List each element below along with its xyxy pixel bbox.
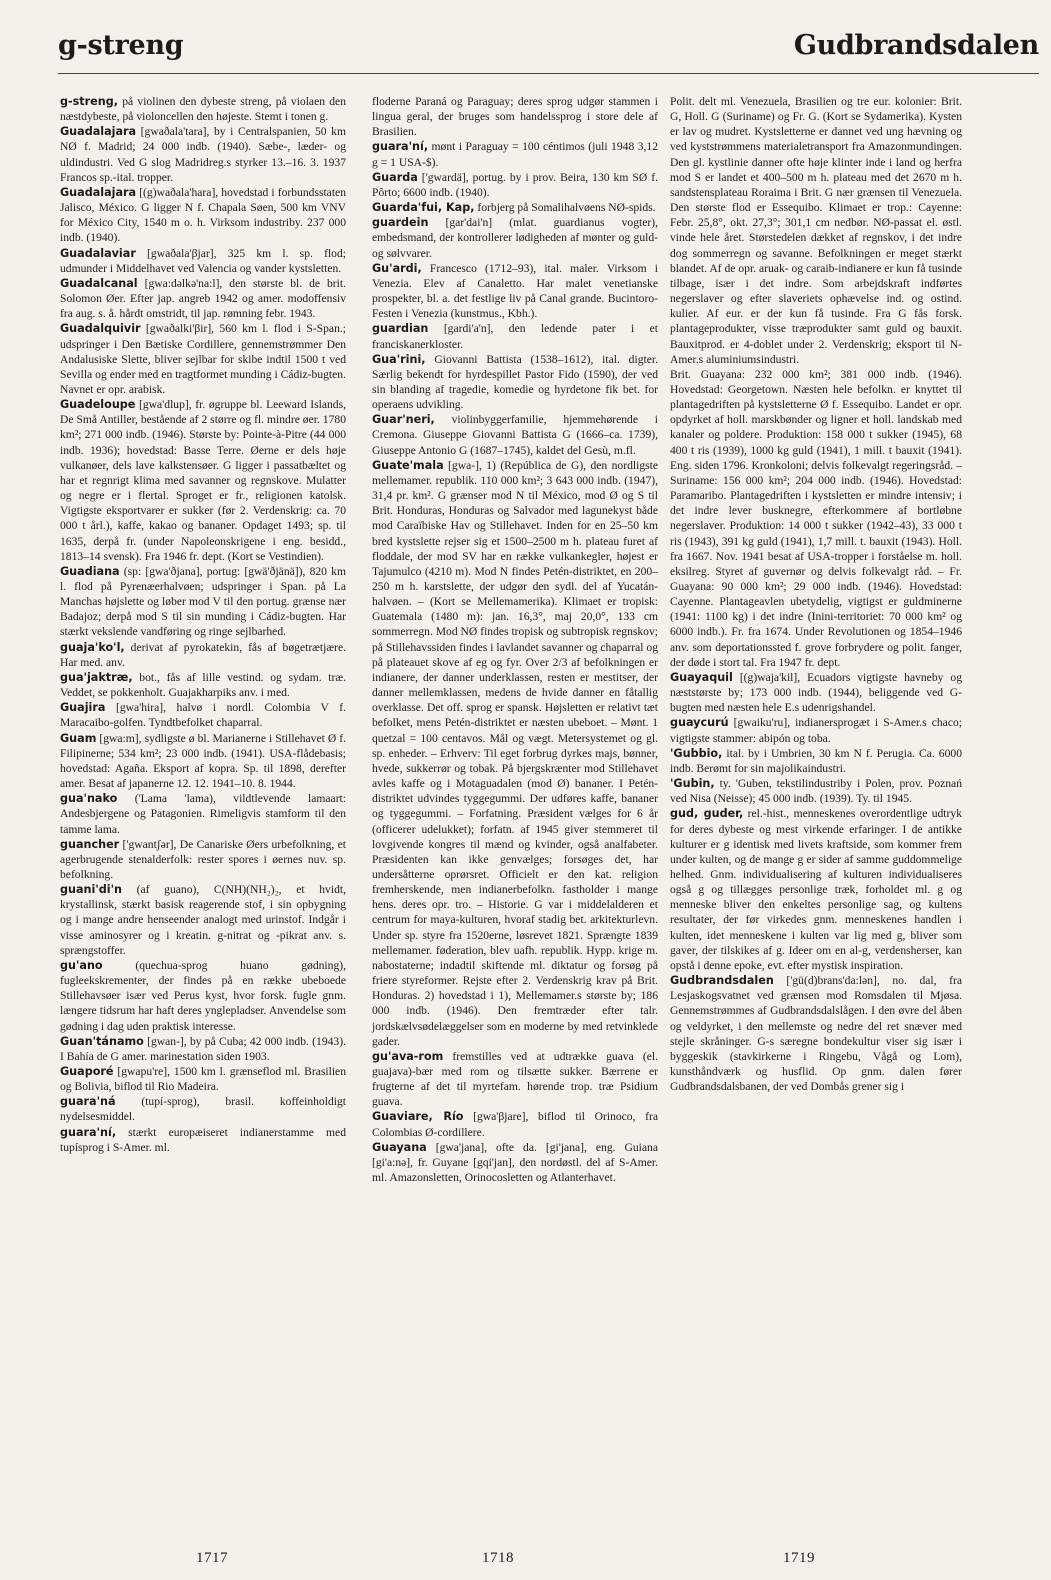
dictionary-entry (372, 458, 658, 1049)
dictionary-entry (372, 200, 658, 215)
dictionary-entry (60, 882, 346, 958)
dictionary-entry (60, 700, 346, 730)
dictionary-entry (60, 321, 346, 397)
dictionary-entry (60, 1034, 346, 1064)
dictionary-entry (372, 170, 658, 200)
entry-definition: (sp: [gwa'ðjana], portug: [gwä'ðjänä]), 820 km l. flod på Pyrenæerhalvøen; udspringer i Span. på La Manchas højslette og løber mod V til den portug. grænse nær Badajoz; derpå mod S til sin munding i Cádiz-bugten. Har stærkt vekslende vandføring og ringe sejlbarhed. (60, 564, 346, 639)
entry-definition: [gwaðalki'βir], 560 km l. flod i S-Span.; udspringer i Den Bætiske Cordillere, gennemstrømmer Den Andalusiske Slette, bliver sejlbar for skibe indtil 1500 t ved Sevilla og ender med en tragtformet munding i Cádiz-bugten. Navnet er opr. arabisk. (60, 322, 346, 396)
dictionary-entry (60, 837, 346, 882)
entry-headword: Guajira (60, 701, 106, 715)
dictionary-entry (372, 352, 658, 413)
entry-definition: [gwa'jana], ofte da. [gi'jana], eng. Guiana [gi'a:nə], fr. Guyane [gqi'jan], den nordøstl. del af S-Amer. ml. Amazonsletten, Orinocosletten og Atlanterhavet. (372, 1140, 658, 1185)
entry-definition: derivat af pyrokatekin, fås af bøgetrætjære. Har med. anv. (60, 640, 346, 669)
dictionary-entry (60, 958, 346, 1034)
dictionary-entry (372, 215, 658, 260)
entry-definition: (af guano), C(NH)(NH₂)₂, et hvidt, krystallinsk, stærkt basisk reagerende stof, i sin opbygning og i mange andre henseender analogt med urinstof. Indgår i visse aminosyrer og i kreatin. g-nitrat og -pikrat anv. s. sprængstoffer. (60, 883, 346, 957)
header-first-entry: g-streng (58, 30, 184, 61)
entry-headword: gu'ano (60, 958, 103, 972)
dictionary-entry (372, 1049, 658, 1110)
dictionary-entry (670, 746, 962, 776)
dictionary-entry (60, 670, 346, 700)
entry-definition: ital. by i Umbrien, 30 km N f. Perugia. Ca. 6000 indb. Berømt for sin majolikaindustri. (670, 746, 962, 775)
entry-definition: [gar'dai'n] (mlat. guardianus vogter), embedsmand, der kontrollerer lødigheden af mønter og guld- og sølvvarer. (372, 216, 658, 260)
dictionary-entry (60, 1064, 346, 1094)
entry-definition: [gwa:dəlkə'na:l], den største bl. de brit. Solomon Øer. Efter jap. angreb 1942 og amer. modoffensiv fra aug. s. å. hårdt omstridt, til jap. rømning febr. 1943. (60, 276, 346, 321)
entry-headword: Guadalajara (60, 125, 137, 139)
column-1 (60, 94, 346, 1155)
entry-headword: guaycurú (670, 716, 729, 730)
entry-headword: Guadiana (60, 564, 120, 578)
entry-headword: Guayana (372, 1140, 427, 1154)
dictionary-entry (670, 973, 962, 1094)
entry-definition: ty. 'Guben, tekstilindustriby i Polen, prov. Poznań ved Nisa (Neisse); 45 000 indb. (1939). Ty. til 1945. (670, 777, 962, 806)
entry-headword: gud, guder, (670, 807, 744, 821)
dictionary-entry (670, 367, 962, 670)
dictionary-entry (60, 124, 346, 185)
entry-definition: (quechua-sprog huano gødning), fugleekskrementer, der findes på en række ubeboede Stillehavsøer især ved Perus kyst, hvor forsk. fugle gnm. længere tidsrum har haft deres ynglepladser. Anvendelse som gødning i dag uden praktisk interesse. (60, 958, 346, 1033)
entry-headword: guardein (372, 216, 429, 230)
entry-headword: gua'jaktræ, (60, 670, 133, 684)
entry-headword: guardian (372, 322, 429, 336)
entry-headword: guara'ní, (60, 1125, 117, 1139)
entry-definition: [gwa'hira], halvø i nordl. Colombia V f. Maracaibo-golfen. Tyndtbefolket chaparral. (60, 701, 346, 730)
dictionary-entry (670, 806, 962, 973)
entry-headword: Gu'ardi, (372, 261, 422, 275)
entry-headword: Guam (60, 731, 97, 745)
entry-headword: Guadeloupe (60, 398, 136, 412)
entry-definition: ['gü(d)brans'da:lən], no. dal, fra Lesjaskogsvatnet ved grænsen mod Romsdalen til Mjøsa. Gennemstrømmes af Gudbrandsdalslågen. I den øvre del åben og veldyrket, i den mellemste og nedre del ret snæver med stejle skråninger. G-s særegne bondekultur viser sig især i byggeskik (stavkirkerne i Ringebu, Vågå og Lom), kunsthåndværk og husflid. Op gnm. dalen fører Gudbrandsdalsbanen, der ved Dombås grener sig i (670, 974, 962, 1094)
dictionary-entry (60, 640, 346, 670)
entry-definition: Polit. delt ml. Venezuela, Brasilien og tre eur. kolonier: Brit. G, Holl. G (Suriname) og Fr. G. (Kort se Sydamerika). Kysten er lav og mudret. Kystsletterne er dannet ved ung hævning og ved kyststrømmens materialetransport fra Amazonmundingen. Den gl. kystlinie danner ofte høje klinter inde i land og herfra mod S er landet et 400–500 m h. plateau med det 2670 m h. sandstensplateau Roraima i Brit. G nær grænsen til Venezuela. Den største flod er Essequibo. Klimaet er trop.: Cayenne: Febr. 25,8°, okt. 27,3°; 301,1 cm nedbør. NØ-passat el. østl. vinde hele året. Størstedelen dækket af regnskov, i det indre dog sommerregn og savanne. Befolkningen er meget stærkt blandet. Af de opr. aruak- og caraib-indianere er kun få tusinde tilbage, især i det indre. Som arbejdskraft indførtes negerslaver og efter slaveriets ophævelse ind. og ostind. kulier. Af eur. er der kun få tusinde. Fra G fås forsk. plantageprodukter, visse træprodukter samt guld og bauxit. Bauxitprod. er 4-doblet under 2. Verdenskrig; eksport til N-Amer.s aluminiumsindustri. (670, 95, 962, 366)
entry-headword: gu'ava-rom (372, 1049, 444, 1063)
dictionary-entry (670, 94, 962, 367)
entry-definition: mønt i Paraguay = 100 céntimos (juli 1948 3,12 g = 1 USA-$). (372, 140, 658, 169)
entry-definition: [gwan-], by på Cuba; 42 000 indb. (1943). I Bahía de G amer. marinestation siden 1903. (60, 1034, 346, 1063)
dictionary-entry (60, 791, 346, 836)
entry-headword: Guate'mala (372, 458, 444, 472)
entry-headword: Guayaquil (670, 670, 733, 684)
dictionary-entry (372, 412, 658, 457)
header-last-entry: Gudbrandsdalen (793, 30, 1039, 61)
entry-headword: guaja'ko'l, (60, 640, 125, 654)
entry-definition: bot., fås af lille vestind. og sydam. træ. Veddet, se pokkenholt. Guajakharpiks anv. i med. (60, 670, 346, 700)
entry-headword: Guaviare, Río (372, 1110, 464, 1124)
entry-definition: [gwa'dlup], fr. øgruppe bl. Leeward Islands, De Små Antiller, bestående af 2 større og fl. mindre øer. 1780 km²; 271 000 indb. (1946). Største by: Pointe-à-Pitre (44 000 indb. 1936); hovedstad: Basse Terre. Øerne er dels høje vulkanøer, dels lave kalkstensøer. G ligger i passatbæltet og har et regnrigt klima med savanner og regnskove. Mulatter og negre er i flertal. Sproget er fr., religionen katolsk. Vigtigste eksportvarer er sukker (før 2. Verdenskrig: ca. 70 000 t årl.), kaffe, kakao og bananer. Opdaget 1493; sp. til 1635, derpå fr. (under Napoleonskrigene i eng. besidd., 1813–14 svensk). Fra 1946 fr. dept. (Kort se Vestindien). (60, 398, 346, 563)
entry-definition: stærkt europæiseret indianerstamme med tupísprog i S-Amer. ml. (60, 1125, 346, 1154)
entry-headword: guara'ní, (372, 140, 429, 154)
entry-headword: Guadalajara (60, 185, 137, 199)
entry-headword: guancher (60, 837, 120, 851)
dictionary-entry (60, 1094, 346, 1124)
entry-headword: Guadalaviar (60, 246, 136, 260)
dictionary-entry (372, 321, 658, 351)
entry-definition: [gwa'βjare], biflod til Orinoco, fra Colombias Ø-cordillere. (372, 1110, 658, 1139)
entry-definition: ('Lama 'lama), vildtlevende lamaart: Andesbjergene og Patagonien. Rimeligvis stamform til den tamme lama. (60, 792, 346, 836)
page-number-left: 1717 (196, 1550, 228, 1566)
page-number-center: 1718 (482, 1550, 514, 1566)
dictionary-entry (60, 1125, 346, 1155)
entry-headword: Guarda (372, 170, 418, 184)
dictionary-entry (372, 1140, 658, 1185)
entry-definition: [gwa:m], sydligste ø bl. Marianerne i Stillehavet Ø f. Filipinerne; 534 km²; 23 000 indb. (1941). USA-flådebasis; hovedstad: Agaña. Eksport af kopra. Sp. til 1898, derefter amer. Besat af japanerne 12. 12. 1941–10. 8. 1944. (60, 731, 346, 791)
page-header (58, 30, 1039, 74)
entry-headword: gua'nako (60, 792, 118, 806)
entry-definition: ['gwantʃər], De Canariske Øers urbefolkning, et agerbrugende stenalderfolk: rester spores i øernes nuv. sp. befolkning. (60, 837, 346, 881)
entry-definition: [gwaðala'βjar], 325 km l. sp. flod; udmunder i Middelhavet ved Valencia og vander kystsletten. (60, 246, 346, 275)
entry-definition: på violinen den dybeste streng, på violaen den næstdybeste, på violoncellen den højeste. Stemt i tonen g. (60, 95, 346, 124)
entry-definition: Francesco (1712–93), ital. maler. Virksom i Venezia. Elev af Canaletto. Har malet venetianske prospekter, bl. a. det festlige liv på Canal grande. Bucintoro-Festen i Venezia (kunstmus., Kbh.). (372, 261, 658, 321)
entry-definition: [(g)waja'kil], Ecuadors vigtigste havneby og næststørste by; 173 000 indb. (1944), beliggende ved G-bugten med næsten hele E.s udenrigshandel. (670, 670, 962, 715)
dictionary-entry (60, 94, 346, 124)
entry-headword: Guarda'fui, Kap, (372, 201, 475, 215)
dictionary-entry (60, 185, 346, 246)
entry-headword: guara'ná (60, 1095, 116, 1109)
header-rule (58, 73, 1039, 74)
dictionary-entry (60, 397, 346, 564)
dictionary-entry (60, 564, 346, 640)
entry-headword: Guadalquivir (60, 322, 141, 336)
entry-headword: guani'di'n (60, 883, 122, 897)
entry-definition: violinbyggerfamilie, hjemmehørende i Cremona. Giuseppe Giovanni Battista G (1666–ca. 1739), Giuseppe Antonio G (1687–1745), kaldet del Gesù, m.fl. (372, 413, 658, 457)
entry-headword: 'Gubbio, (670, 746, 723, 760)
entry-headword: Guadalcanal (60, 276, 138, 290)
entry-definition: floderne Paraná og Paraguay; deres sprog udgør stammen i lingua geral, der bruges som handelssprog i store dele af Brasilien. (372, 95, 658, 139)
entry-definition: Giovanni Battista (1538–1612), ital. digter. Særlig bekendt for hyrdespillet Pastor Fido (1590), der ved sin blanding af tragedie, komedie og hyrdetone fik bet. for operaens udvikling. (372, 352, 658, 412)
entry-definition: [gwaðala'tara], by i Centralspanien, 50 km NØ f. Madrid; 24 000 indb. (1940). Sæbe-, læder- og uldindustri. Ved G slog Madridreg.s styrker 13.–16. 3. 1937 Francos sp.-ital. tropper. (60, 125, 346, 184)
entry-headword: Guar'neri, (372, 413, 435, 427)
dictionary-entry (372, 94, 658, 139)
entry-headword: Guan'tánamo (60, 1034, 144, 1048)
column-2 (372, 94, 658, 1185)
dictionary-entry (670, 776, 962, 806)
entry-headword: 'Gubin, (670, 777, 715, 791)
entry-definition: Brit. Guayana: 232 000 km²; 381 000 indb. (1946). Hovedstad: Georgetown. Næsten hele befolkn. er knyttet til plantagedriften på kystsletterne Ø f. Essequibo. Landet er opr. opdyrket af holl. marskbønder og ligner et holl. landskab med kanaler og poldere. Produktion: 158 000 t sukker (1945), 68 400 t ris (1939), 1000 kg guld (1941), 1 mill. t bauxit (1941). Eng. siden 1796. Kronkoloni; delvis folkevalgt regeringsråd. – Suriname: 156 000 km²; 204 000 indb. (1946). Hovedstad: Paramaribo. Plantagedriften i kystsletten er mindre intensiv; i det indre lever busknegre, efterkommere af bortløbne negerslaver. Produktion: 14 000 t sukker (1942–43), 33 000 t ris (1943), 391 kg guld (1941), 1,7 mill. t. bauxit (1943). Holl. fra 1667. Nov. 1941 besat af USA-tropper i forståelse m. holl. eksilreg. Styret af guvernør og delvis folkevalgt råd. – Fr. Guayana: 90 000 km²; 29 000 indb. (1946). Hovedstad: Cayenne. Plantageavlen ubetydelig, vigtigst er guldminerne (1941: 1100 kg) i det indre (Inini-territoriet: 70 000 km² og 6000 indb.). Fr. fra 1674. Under Revolutionen og 1854–1946 anv. som deportationssted f. grove forbrydere og polit. fanger, der døde i stort tal. Fra 1947 fr. dept. (670, 367, 962, 669)
dictionary-entry (60, 276, 346, 321)
column-3 (670, 94, 962, 1094)
entry-definition: rel.-hist., menneskenes overordentlige udtryk for deres dybeste og mest virkende erfaringer. I de antikke kulturer er g identisk med livets kraftside, som kommer frem under kulten, og de mange g er sider af samme guddommelige helhed. Gnm. individualisering af kulturen individualiseres også g og tillægges personlige træk, forholdet ml. g og menneske bliver den enkeltes personlige sag, og kultens resultater, der før virkedes gnm. menneskenes handlen i kulten, idet menneskene i kulten var lig med g, bliver som gaver, der tilskikes af g. Ideer om en al-g, verdensherser, kan opstå i denne epoke, evt. efter mystisk inspiration. (670, 807, 962, 972)
entry-definition: forbjerg på Somalihalvøens NØ-spids. (474, 201, 656, 215)
dictionary-entry (372, 1109, 658, 1139)
entry-headword: Guaporé (60, 1065, 114, 1078)
dictionary-entry (60, 246, 346, 276)
page-number-right: 1719 (783, 1550, 815, 1566)
entry-definition: fremstilles ved at udtrække guava (el. guajava)-bær med rom og tilsætte sukker. Bærrene er frugterne af det til myrtefam. hørende trop. træ Psidium guava. (372, 1049, 658, 1109)
entry-headword: Gua'rini, (372, 352, 426, 366)
entry-headword: Gudbrandsdalen (670, 974, 774, 988)
dictionary-entry (60, 731, 346, 792)
entry-definition: [gardi'a'n], den ledende pater i et franciskanerkloster. (372, 322, 658, 351)
entry-definition: ['gwardä], portug. by i prov. Beira, 130 km SØ f. Pôrto; 6600 indb. (1940). (372, 170, 658, 199)
entry-definition: [gwa-], 1) (República de G), den nordligste mellemamer. republik. 110 000 km²; 3 643 000 indb. (1947), 31,4 pr. km². G grænser mod N til México, mod Ø og S til Brit. Honduras, Honduras og Salvador med lagunekyst både mod Caraïbiske Hav og Stillehavet. Inden for en 25–50 km bred kystslette rejser sig et 1500–2500 m h. plateau furet af floddale, der mod SV har en række vulkankegler, højest er Tajumulco (4210 m). Mod N findes Petén-distriktet, en 200–250 m h. karstslette, der udgør den sydl. del af Yucatán-halvøen. – (Kort se Mellemamerika). Klimaet er tropisk: Guatemala (1480 m): jan. 16,3°, maj 20,0°, 133 cm sommerregn. Mod NØ findes tropisk og subtropisk regnskov; på Stillehavssiden findes i lavlandet savanner og chaparral og på plateauet skove af eg og fyr. Over 2/3 af befolkningen er indianere, der danner underklassen, resten er mestitser, der danner mellemklassen, medens de hvide danner en fåtallig overklasse. Det off. sprog er spansk. Højsletten er relativt tæt befolket, mens Petén-distriktet er næsten ubeboet. – Mønt. 1 quetzal = 100 centavos. Mål og vægt. Metersystemet og gl. sp. enheder. – Erhverv: Til eget forbrug dyrkes majs, bønner, hvede, sukkerrør og tobak. På bjergskrænter mod Stillehavet avles kaffe og i Motaguadalen (mod Ø) bananer. I Petén-distriktet udvindes tyggegummi. Der udføres kaffe, bananer og tyggegummi. – Forfatning. Præsident vælges for 6 år (officerer udelukket); forfatn. af 1945 giver stemmeret til lovgivende kongres til mænd og kvinder, også analfabeter. Præsidenten kan ikke genvælges; forsøges det, har undersåtterne oprørsret. Officielt er den kat. religion fremherskende, men indianerbefolkn. fastholder i mange hens. deres opr. tro. – Historie. G var i middelalderen et centrum for maya-kulturen, hvoraf stadig bet. arkitekturlevn. Under sp. styre fra 1520erne, løsrevet 1821. Sprængte 1839 mellemamer. føderation, blev uafh. republik. Hypp. krige m. nabostaterne; indadtil skiftende ml. diktatur og forsøg på friere styreformer. Rejste efter 2. Verdenskrig krav på Brit. Honduras. 2) hovedstad i 1), Mellemamer.s største by; 186 000 indb. (1946). Den fremtræder efter talr. jordskælvsødelæggelser som en moderne by med retvinklede gader. (372, 458, 658, 1048)
dictionary-entry (372, 139, 658, 169)
dictionary-entry (372, 261, 658, 322)
entry-definition: [gwaiku'ru], indianersprogæt i S-Amer.s chaco; vigtigste stammer: abipón og toba. (670, 716, 962, 745)
dictionary-entry (670, 670, 962, 715)
entry-definition: (tupí-sprog), brasil. koffeinholdigt nydelsesmiddel. (60, 1095, 346, 1124)
entry-definition: [(g)waðala'hara], hovedstad i forbundsstaten Jalisco, México. G ligger N f. Chapala Søen, 500 km VNV for México City, 1540 m o. h. Virksom industriby. 237 000 indb. (1940). (60, 185, 346, 245)
entry-definition: [gwapu're], 1500 km l. grænseflod ml. Brasilien og Bolivia, biflod til Rio Madeira. (60, 1065, 346, 1094)
dictionary-entry (670, 715, 962, 745)
entry-headword: g-streng, (60, 95, 118, 108)
